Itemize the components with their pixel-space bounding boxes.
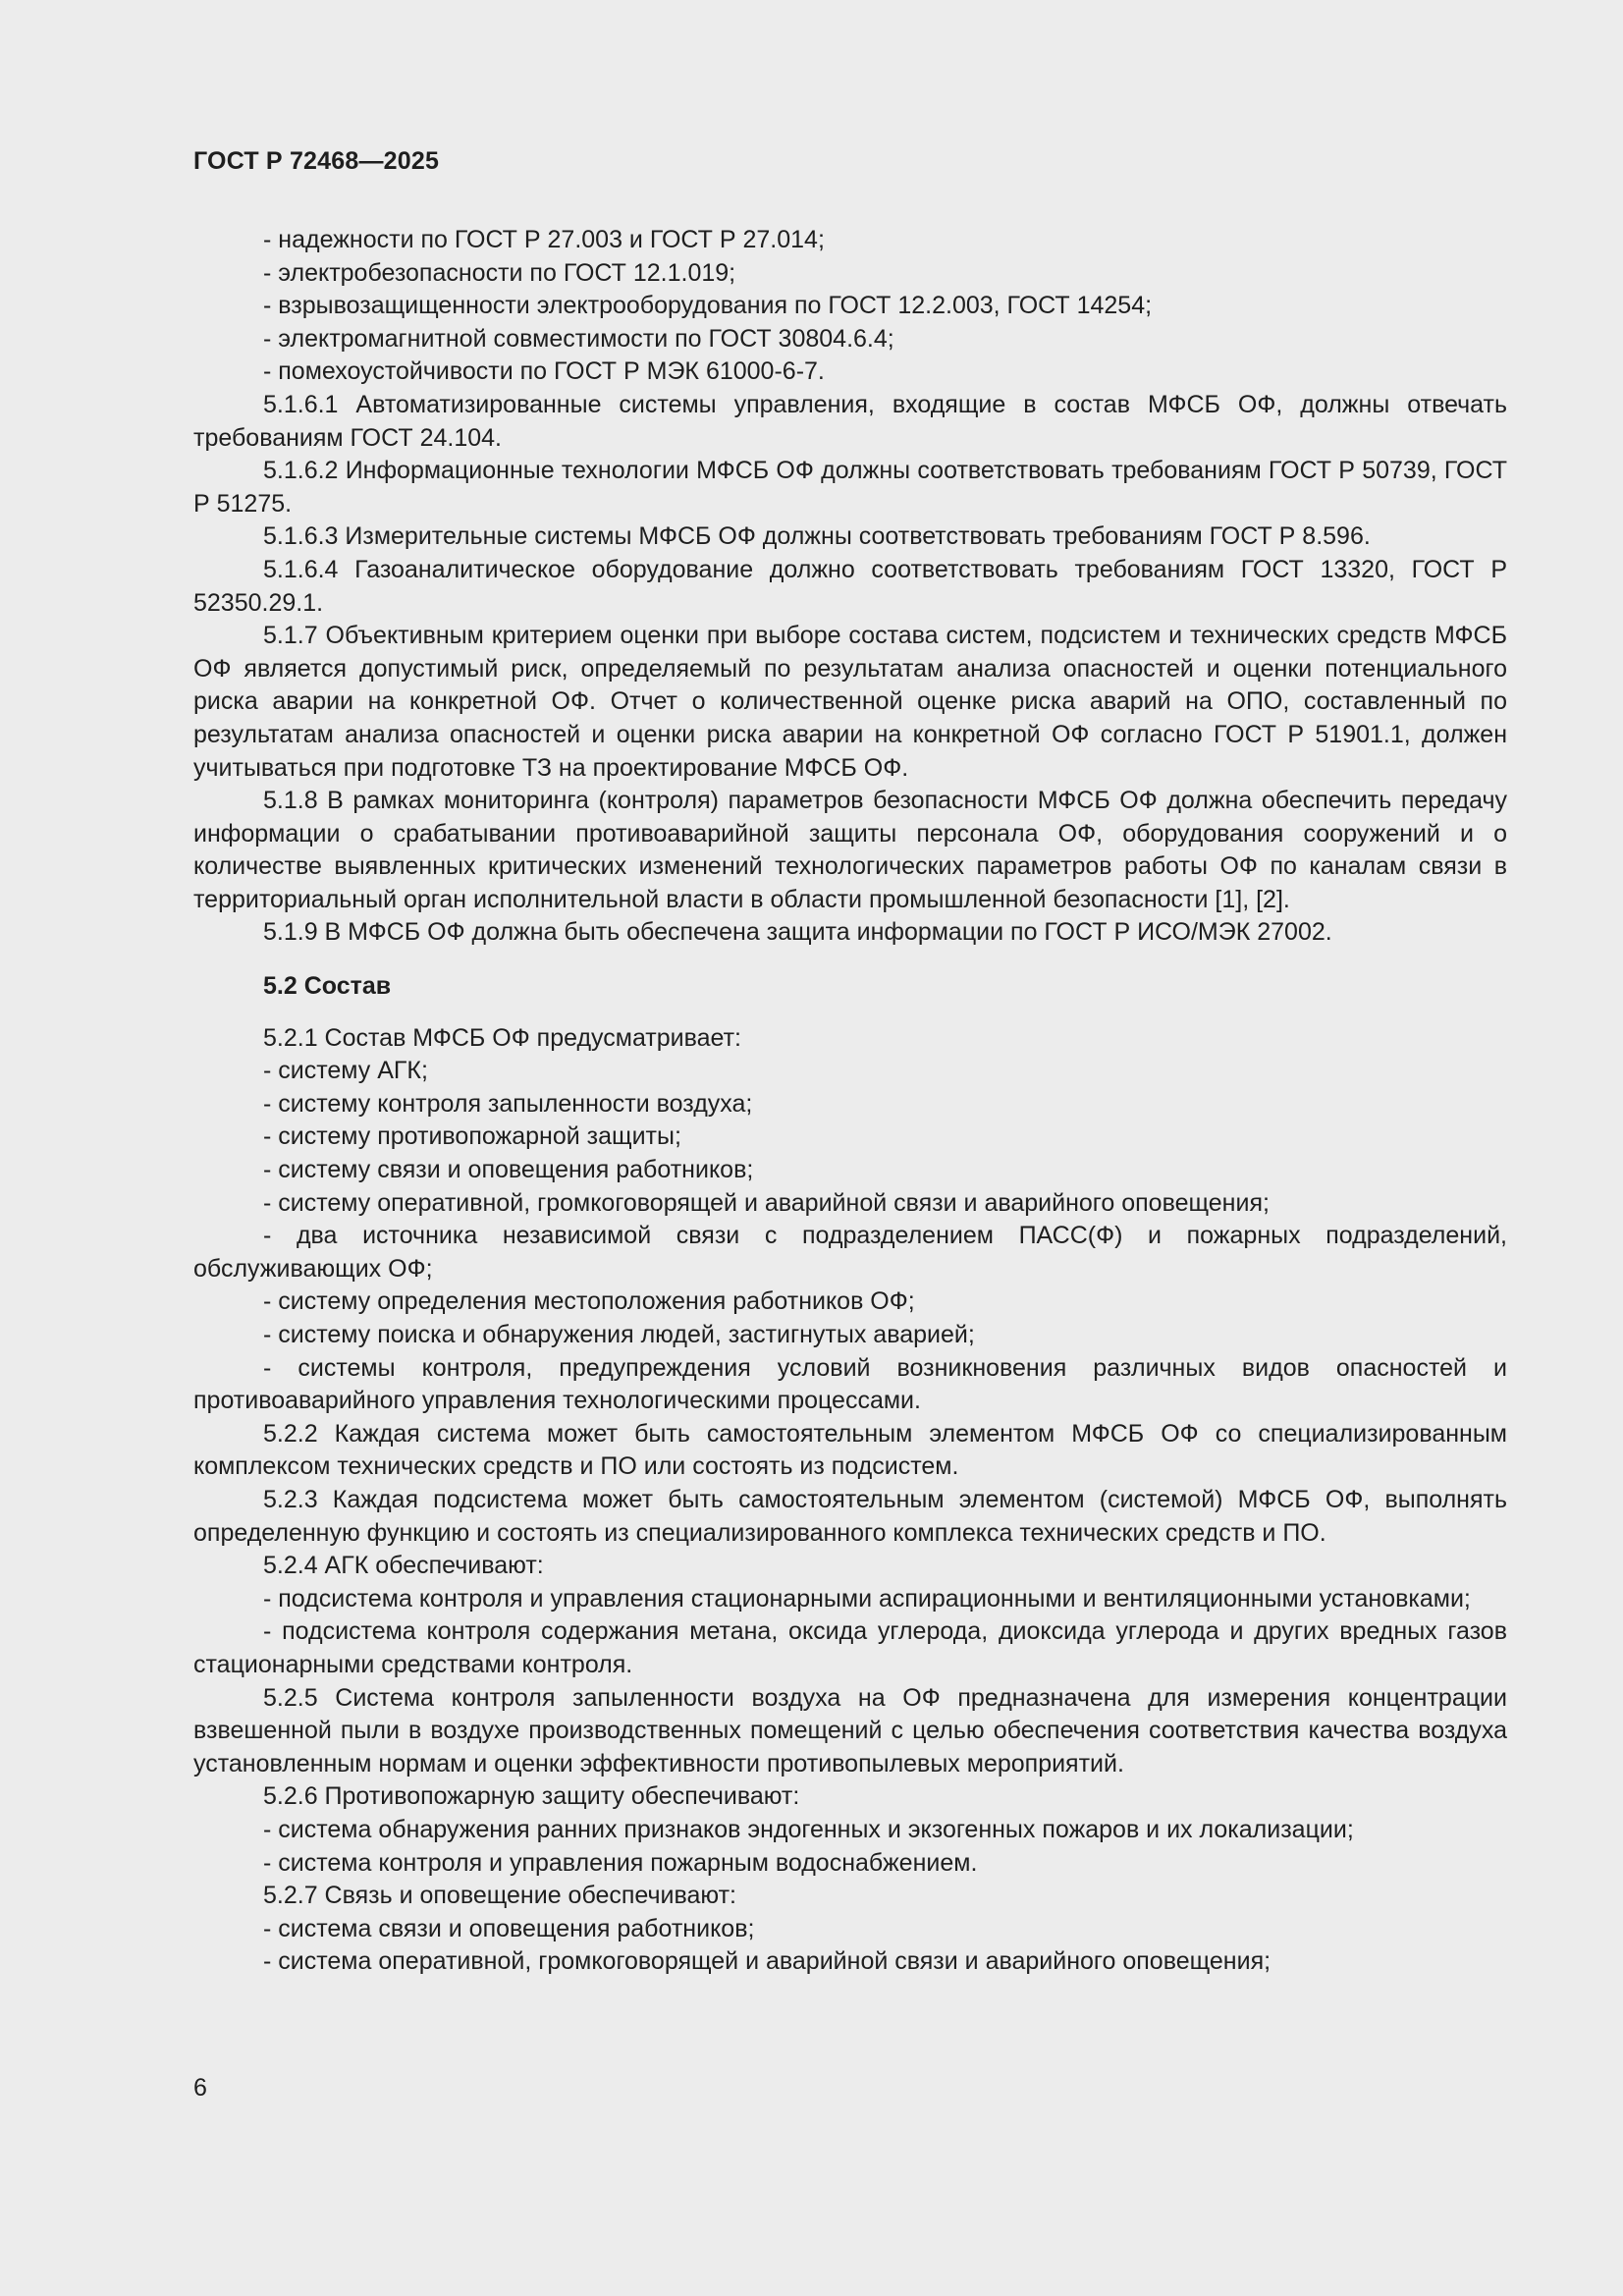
list-item: - электробезопасности по ГОСТ 12.1.019; — [263, 258, 736, 287]
paragraph-5-2-6: 5.2.6 Противопожарную защиту обеспечивают: — [263, 1782, 800, 1811]
list-item: - система связи и оповещения работников; — [263, 1914, 755, 1942]
list-item: - взрывозащищенности электрооборудования по ГОСТ 12.2.003, ГОСТ 14254; — [263, 292, 1153, 320]
document-body — [193, 224, 1507, 1979]
list-item: - надежности по ГОСТ Р 27.003 и ГОСТ Р 27.014; — [263, 226, 825, 253]
list-item: - электромагнитной совместимости по ГОСТ 30804.6.4; — [263, 324, 894, 353]
list-item: - систему АГК; — [263, 1057, 428, 1085]
paragraph-5-1-6-3: 5.1.6.3 Измерительные системы МФСБ ОФ должны соответствовать требованиям ГОСТ Р 8.596. — [263, 522, 1371, 551]
section-heading-5-2: 5.2 Состав — [263, 972, 392, 1001]
list-item: - системы контроля, предупреждения условий возникновения различных видов опасностей и противоаварийного управления технологическими процессами. — [193, 1353, 1507, 1415]
list-item: - подсистема контроля содержания метана, оксида углерода, диоксида углерода и других вредных газов стационарными средствами контроля. — [193, 1617, 1507, 1678]
list-item: - система оперативной, громкоговорящей и аварийной связи и аварийного оповещения; — [263, 1947, 1271, 1976]
paragraph-5-1-9: 5.1.9 В МФСБ ОФ должна быть обеспечена защита информации по ГОСТ Р ИСО/МЭК 27002. — [263, 918, 1332, 947]
paragraph-5-2-1: 5.2.1 Состав МФСБ ОФ предусматривает: — [263, 1023, 741, 1052]
paragraph-5-1-6-4: 5.1.6.4 Газоаналитическое оборудование должно соответствовать требованиям ГОСТ 13320, ГОСТ Р 52350.29.1. — [193, 555, 1507, 617]
paragraph-5-2-4: 5.2.4 АГК обеспечивают: — [263, 1552, 544, 1580]
list-item: - система контроля и управления пожарным водоснабжением. — [263, 1848, 978, 1877]
list-item: - систему оперативной, громкоговорящей и аварийной связи и аварийного оповещения; — [263, 1188, 1270, 1217]
paragraph-5-2-7: 5.2.7 Связь и оповещение обеспечивают: — [263, 1882, 736, 1910]
list-item: - систему определения местоположения работников ОФ; — [263, 1287, 915, 1316]
document-header: ГОСТ Р 72468—2025 — [193, 147, 440, 175]
page-number: 6 — [193, 2074, 207, 2102]
paragraph-5-1-6-1: 5.1.6.1 Автоматизированные системы управления, входящие в состав МФСБ ОФ, должны отвечать требованиям ГОСТ 24.104. — [193, 390, 1507, 452]
list-item: - систему противопожарной защиты; — [263, 1122, 681, 1151]
paragraph-5-2-3: 5.2.3 Каждая подсистема может быть самостоятельным элементом (системой) МФСБ ОФ, выполнять определенную функцию и состоять из специализированного комплекса технических средств и ПО. — [193, 1485, 1507, 1547]
list-item: - систему связи и оповещения работников; — [263, 1156, 754, 1184]
list-item: - систему контроля запыленности воздуха; — [263, 1089, 753, 1118]
list-item: - система обнаружения ранних признаков эндогенных и экзогенных пожаров и их локализации; — [263, 1815, 1354, 1843]
paragraph-5-2-5: 5.2.5 Система контроля запыленности воздуха на ОФ предназначена для измерения концентрации взвешенной пыли в воздухе производственных помещений с целью обеспечения соответствия качества воздуха установленным нормам и оценки эффективности противопылевых мероприятий. — [193, 1683, 1507, 1777]
list-item: - подсистема контроля и управления стационарными аспирационными и вентиляционными установками; — [263, 1584, 1471, 1613]
paragraph-5-1-6-2: 5.1.6.2 Информационные технологии МФСБ ОФ должны соответствовать требованиям ГОСТ Р 50739, ГОСТ Р 51275. — [193, 457, 1507, 518]
list-item: - систему поиска и обнаружения людей, застигнутых аварией; — [263, 1321, 975, 1348]
paragraph-5-1-8: 5.1.8 В рамках мониторинга (контроля) параметров безопасности МФСБ ОФ должна обеспечить передачу информации о срабатывании противоаварийной защиты персонала ОФ, оборудования сооружений и о количестве выявленных критических изменений технологических параметров работы ОФ по каналам связи в территориальный орган исполнительной власти в области промышленной безопасности [1], [2]. — [193, 787, 1507, 913]
paragraph-5-1-7: 5.1.7 Объективным критерием оценки при выборе состава систем, подсистем и технических средств МФСБ ОФ является допустимый риск, определяемый по результатам анализа опасностей и оценки потенциального риска аварии на конкретной ОФ. Отчет о количественной оценке риска аварий на ОПО, составленный по результатам анализа опасностей и оценки риска аварии на конкретной ОФ согласно ГОСТ Р 51901.1, должен учитываться при подготовке ТЗ на проектирование МФСБ ОФ. — [193, 622, 1507, 782]
paragraph-5-2-2: 5.2.2 Каждая система может быть самостоятельным элементом МФСБ ОФ со специализированным комплексом технических средств и ПО или состоять из подсистем. — [193, 1419, 1507, 1481]
list-item: - два источника независимой связи с подразделением ПАСС(Ф) и пожарных подразделений, обслуживающих ОФ; — [193, 1222, 1507, 1283]
list-item: - помехоустойчивости по ГОСТ Р МЭК 61000-6-7. — [263, 357, 825, 386]
